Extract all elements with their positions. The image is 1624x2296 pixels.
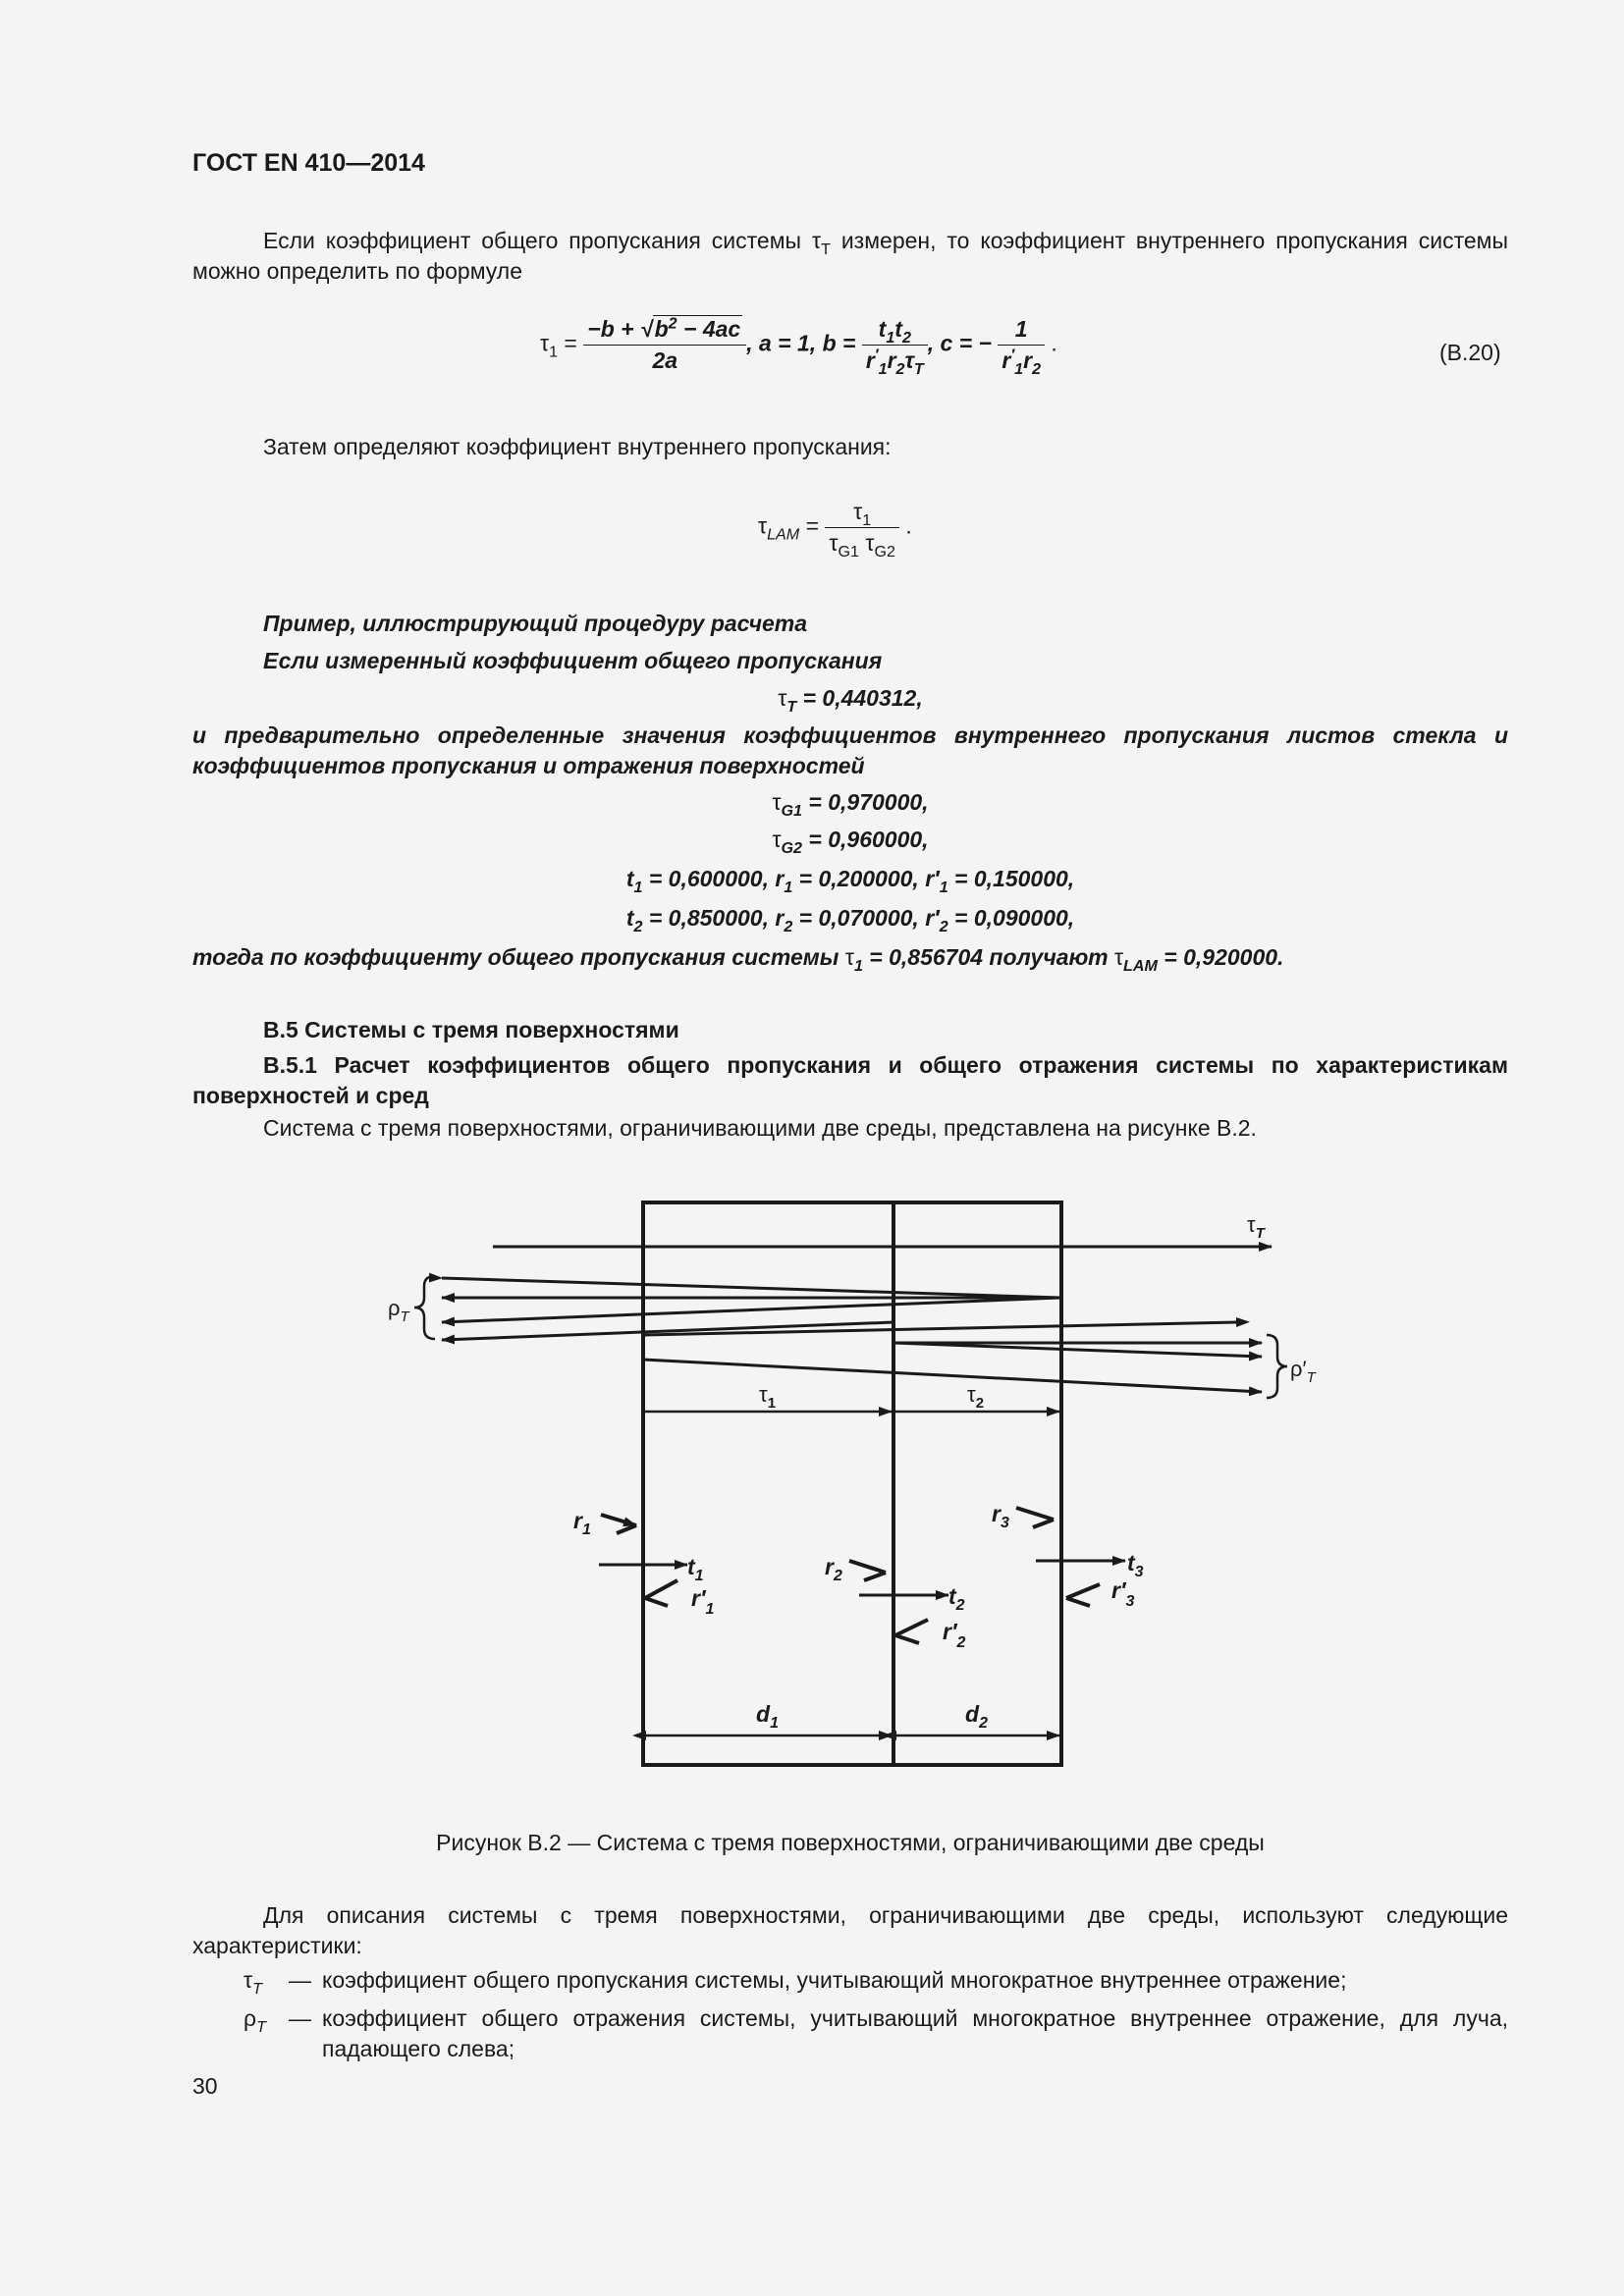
label-r3: $r_3$ [992,1501,1009,1531]
label-tau2: $\tau_2$ [967,1382,985,1412]
label-r1: $r_1$ [573,1508,591,1538]
label-tauT: $\tau_T$ [1247,1212,1265,1242]
label-r3-prime: $r'_3$ [1111,1577,1135,1610]
label-r2: $r_2$ [825,1554,842,1584]
label-rhoT: $\rho_T$ [388,1296,409,1325]
example-g1: $\tau_{G1} = 0,970000$, [772,789,929,820]
example-tauT: $\tau_T = 0,440312$, [778,685,923,716]
figure-b2-diagram [373,1188,1316,1796]
formula-tau-lam: $\tau_{LAM}$ = $\frac{\tau_1}{\tau_{G1} \tau_{G2}}$ . [758,499,912,561]
example-row1: $t_1 = 0,600000$, $r_1 = 0,200000$, $r'_1 = 0,150000$, [625,866,1075,896]
label-tau1: $\tau_1$ [759,1382,777,1412]
definitions-intro: Для описания системы с тремя поверхностями, ограничивающими две среды, используют следующие характеристики: [192,1902,1508,1958]
intro-paragraph: Если коэффициент общего пропускания системы $\tau_T$ измерен, то коэффициент внутреннего пропускания системы можно определить по формуле [192,228,1508,284]
example-line2: и предварительно определенные значения коэффициентов внутреннего пропускания листов стекла и коэффициентов пропускания и отражения поверхностей [192,722,1508,778]
section-b51-text: Система с тремя поверхностями, ограничивающими две среды, представлена на рисунке В.2. [263,1115,1257,1141]
label-r2-prime: $r'_2$ [943,1619,966,1651]
example-g2: $\tau_{G2} = 0,960000$, [772,827,929,857]
formula-b20: $\tau_1$ = $\frac{-b + √b^2 - 4ac}{2a}$ , a = 1, b = $\frac{t_1t_2}{r'_1r_2\tau_T}$ , c = − $\frac{1}{r'_1r_2}$ . [540,314,1057,378]
example-result: тогда по коэффициенту общего пропускания системы $\tau_1 = 0,856704$ получают $\tau_{LAM} = 0,920000$. [192,944,1284,975]
equation-number: (В.20) [1439,340,1501,365]
paragraph-internal-transmittance: Затем определяют коэффициент внутреннего пропускания: [263,434,892,459]
definition-item: $\rho_T$ — коэффициент общего отражения системы, учитывающий многократное внутреннее отражение, для луча, падающего слева; [244,2005,1508,2061]
section-b5-heading: В.5 Системы с тремя поверхностями [263,1017,679,1042]
definitions-list [244,1965,1508,2064]
example-heading: Пример, иллюстрирующий процедуру расчета [263,611,808,636]
page-number: 30 [192,2073,218,2099]
example-row2: $t_2 = 0,850000$, $r_2 = 0,070000$, $r'_2 = 0,090000$, [625,905,1075,935]
label-rhoT-prime: $\rho'_T$ [1290,1357,1316,1386]
label-d1: $d_1$ [756,1701,779,1732]
figure-caption: Рисунок В.2 — Система с тремя поверхностями, ограничивающими две среды [436,1830,1265,1855]
section-b51-heading: В.5.1 Расчет коэффициентов общего пропускания и общего отражения системы по характеристикам поверхностей и сред [192,1052,1508,1108]
label-t3: $t_3$ [1127,1550,1144,1580]
example-line1: Если измеренный коэффициент общего пропускания [263,648,883,673]
label-t2: $t_2$ [948,1583,965,1614]
label-t1: $t_1$ [687,1554,704,1584]
label-d2: $d_2$ [965,1701,988,1732]
document-header: ГОСТ EN 410—2014 [192,149,425,177]
label-r1-prime: $r'_1$ [691,1585,715,1618]
definition-item: $\tau_T$ — коэффициент общего пропускания системы, учитывающий многократное внутреннее отражение; [244,1967,1347,1998]
